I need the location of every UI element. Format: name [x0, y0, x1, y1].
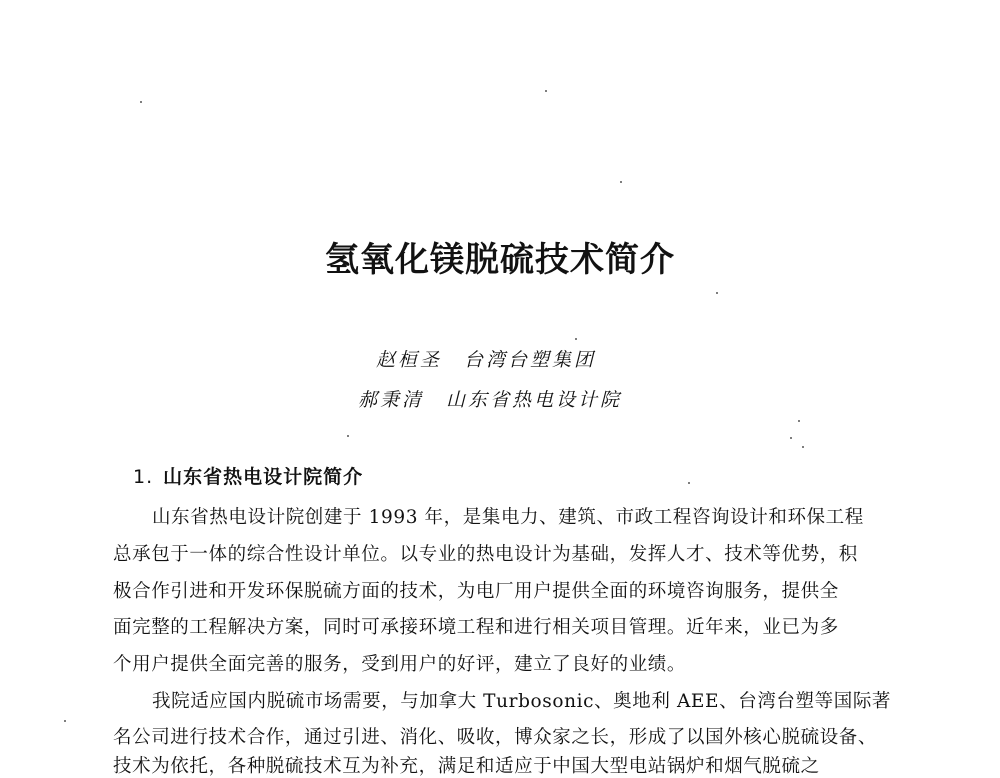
author-affiliation: 台湾台塑集团 [464, 349, 597, 371]
body-text-line: 面完整的工程解决方案，同时可承接环境工程和进行相关项目管理。近年来，业已为多 [113, 617, 839, 638]
scan-speck [347, 435, 349, 437]
section-number: 1. [133, 466, 154, 488]
scan-speck [802, 446, 804, 448]
body-text-line: 我院适应国内脱硫市场需要，与加拿大 Turbosonic、奥地利 AEE、台湾台塑等国际著 [152, 691, 892, 712]
scan-speck [790, 437, 792, 439]
body-text-line: 名公司进行技术合作，通过引进、消化、吸收，博众家之长，形成了以国外核心脱硫设备、 [113, 727, 878, 748]
section-title: 山东省热电设计院简介 [163, 466, 364, 488]
body-text-line: 总承包于一体的综合性设计单位。以专业的热电设计为基础，发挥人才、技术等优势，积 [113, 544, 858, 565]
scan-speck [798, 420, 800, 422]
scan-speck [64, 720, 66, 722]
author-name: 赵桓圣 [376, 349, 443, 371]
paper-title: 氢氧化镁脱硫技术简介 [325, 240, 675, 280]
body-text-line: 山东省热电设计院创建于 1993 年，是集电力、建筑、市政工程咨询设计和环保工程 [152, 507, 864, 528]
scan-speck [716, 292, 718, 294]
author-line-1 [376, 345, 596, 372]
author-name: 郝秉清 [358, 389, 425, 411]
scan-speck [575, 338, 577, 340]
body-text-line-cut [113, 752, 820, 777]
author-affiliation: 山东省热电设计院 [446, 389, 623, 411]
scan-speck [545, 90, 547, 92]
scan-speck [620, 181, 622, 183]
scan-speck [140, 101, 142, 103]
body-text-line: 极合作引进和开发环保脱硫方面的技术，为电厂用户提供全面的环境咨询服务，提供全 [113, 581, 839, 602]
body-text-line: 个用户提供全面完善的服务，受到用户的好评，建立了良好的业绩。 [113, 654, 687, 675]
scan-speck [688, 482, 690, 484]
author-line-2 [358, 385, 622, 412]
section-heading [133, 462, 363, 489]
body-text-line: 技术为依托，各种脱硫技术互为补充，满足和适应于中国大型电站锅炉和烟气脱硫之 [113, 756, 820, 777]
